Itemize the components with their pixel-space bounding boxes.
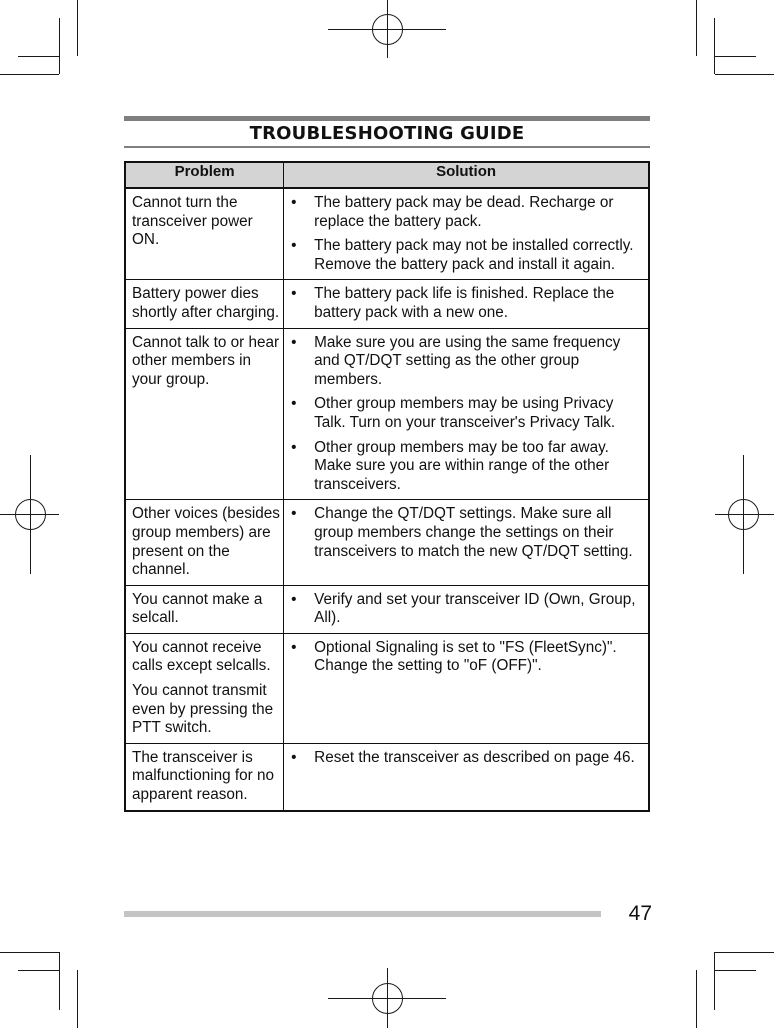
solution-text: Make sure you are using the same frequency and QT/DQT setting as the other group members. bbox=[314, 333, 621, 388]
solution-cell bbox=[284, 500, 649, 585]
bullet-icon: • bbox=[291, 285, 297, 303]
title-rule-bottom bbox=[124, 146, 650, 148]
problem-text: You cannot make a selcall. bbox=[132, 590, 263, 627]
problem-text: Battery power dies shortly after charging. bbox=[132, 285, 280, 321]
solution-list bbox=[284, 285, 644, 322]
solution-list bbox=[284, 194, 644, 274]
solution-list bbox=[284, 591, 644, 628]
solution-text: Verify and set your transceiver ID (Own, Group, All). bbox=[314, 590, 636, 627]
solution-text: Optional Signaling is set to "FS (FleetSync)". Change the setting to "oF (OFF)". bbox=[314, 638, 617, 675]
problem-cell bbox=[125, 743, 284, 810]
solution-text: Other group members may be too far away. Make sure you are within range of the other transceivers. bbox=[314, 438, 610, 493]
footer-bar bbox=[124, 911, 601, 917]
solution-item bbox=[284, 505, 644, 561]
solution-list bbox=[284, 639, 644, 676]
problem-cell bbox=[125, 328, 284, 500]
page-title: TROUBLESHOOTING GUIDE bbox=[249, 123, 525, 144]
problem-text: You cannot transmit even by pressing the PTT switch. bbox=[132, 682, 274, 737]
bullet-icon: • bbox=[291, 395, 297, 413]
solution-item bbox=[284, 639, 644, 676]
solution-cell bbox=[284, 280, 649, 328]
problem-cell bbox=[125, 280, 284, 328]
solution-item bbox=[284, 395, 644, 432]
solution-cell bbox=[284, 585, 649, 633]
page-number: 47 bbox=[628, 902, 652, 925]
problem-text: Cannot talk to or hear other members in your group. bbox=[132, 333, 280, 388]
problem-text: The transceiver is malfunctioning for no apparent reason. bbox=[132, 748, 275, 804]
bullet-icon: • bbox=[291, 748, 297, 766]
table-row bbox=[125, 633, 649, 743]
solution-cell bbox=[284, 633, 649, 743]
table-body bbox=[125, 188, 649, 811]
bullet-icon: • bbox=[291, 638, 297, 656]
solution-item bbox=[284, 334, 644, 390]
table-row bbox=[125, 585, 649, 633]
solution-text: The battery pack may be dead. Recharge or replace the battery pack. bbox=[314, 194, 614, 230]
problem-cell bbox=[125, 500, 284, 585]
table-row bbox=[125, 328, 649, 500]
problem-cell bbox=[125, 633, 284, 743]
solution-item bbox=[284, 194, 644, 231]
bullet-icon: • bbox=[291, 590, 297, 608]
troubleshooting-table bbox=[124, 161, 650, 812]
bullet-icon: • bbox=[291, 333, 297, 351]
solution-text: The battery pack life is finished. Replace the battery pack with a new one. bbox=[314, 285, 615, 321]
solution-item bbox=[284, 285, 644, 322]
problem-text: Other voices (besides group members) are present on the channel. bbox=[132, 505, 280, 579]
solution-cell bbox=[284, 328, 649, 500]
solution-item bbox=[284, 591, 644, 628]
problem-text: You cannot receive calls except selcalls. bbox=[132, 638, 271, 675]
solution-text: Other group members may be using Privacy Talk. Turn on your transceiver's Privacy Talk. bbox=[314, 395, 616, 431]
solution-text: Reset the transceiver as described on page 46. bbox=[314, 748, 635, 766]
solution-item bbox=[284, 439, 644, 495]
bullet-icon: • bbox=[291, 505, 297, 523]
bullet-icon: • bbox=[291, 194, 297, 211]
table-header-row bbox=[125, 162, 649, 188]
solution-list bbox=[284, 749, 644, 768]
solution-list bbox=[284, 505, 644, 561]
solution-item bbox=[284, 237, 644, 274]
solution-text: The battery pack may not be installed correctly. Remove the battery pack and install it again. bbox=[314, 237, 634, 273]
problem-cell bbox=[125, 585, 284, 633]
solution-list bbox=[284, 334, 644, 495]
problem-cell bbox=[125, 188, 284, 280]
table-row bbox=[125, 188, 649, 280]
solution-item bbox=[284, 749, 644, 768]
bullet-icon: • bbox=[291, 438, 297, 456]
table-row bbox=[125, 743, 649, 810]
header-problem: Problem bbox=[125, 162, 284, 188]
solution-text: Change the QT/DQT settings. Make sure all group members change the settings on their transceivers to match the new QT/DQT setting. bbox=[314, 505, 633, 560]
solution-cell bbox=[284, 188, 649, 280]
table-row bbox=[125, 280, 649, 328]
bullet-icon: • bbox=[291, 237, 297, 255]
table-row bbox=[125, 500, 649, 585]
header-solution: Solution bbox=[284, 162, 649, 188]
solution-cell bbox=[284, 743, 649, 810]
problem-text: Cannot turn the transceiver power ON. bbox=[132, 194, 253, 249]
